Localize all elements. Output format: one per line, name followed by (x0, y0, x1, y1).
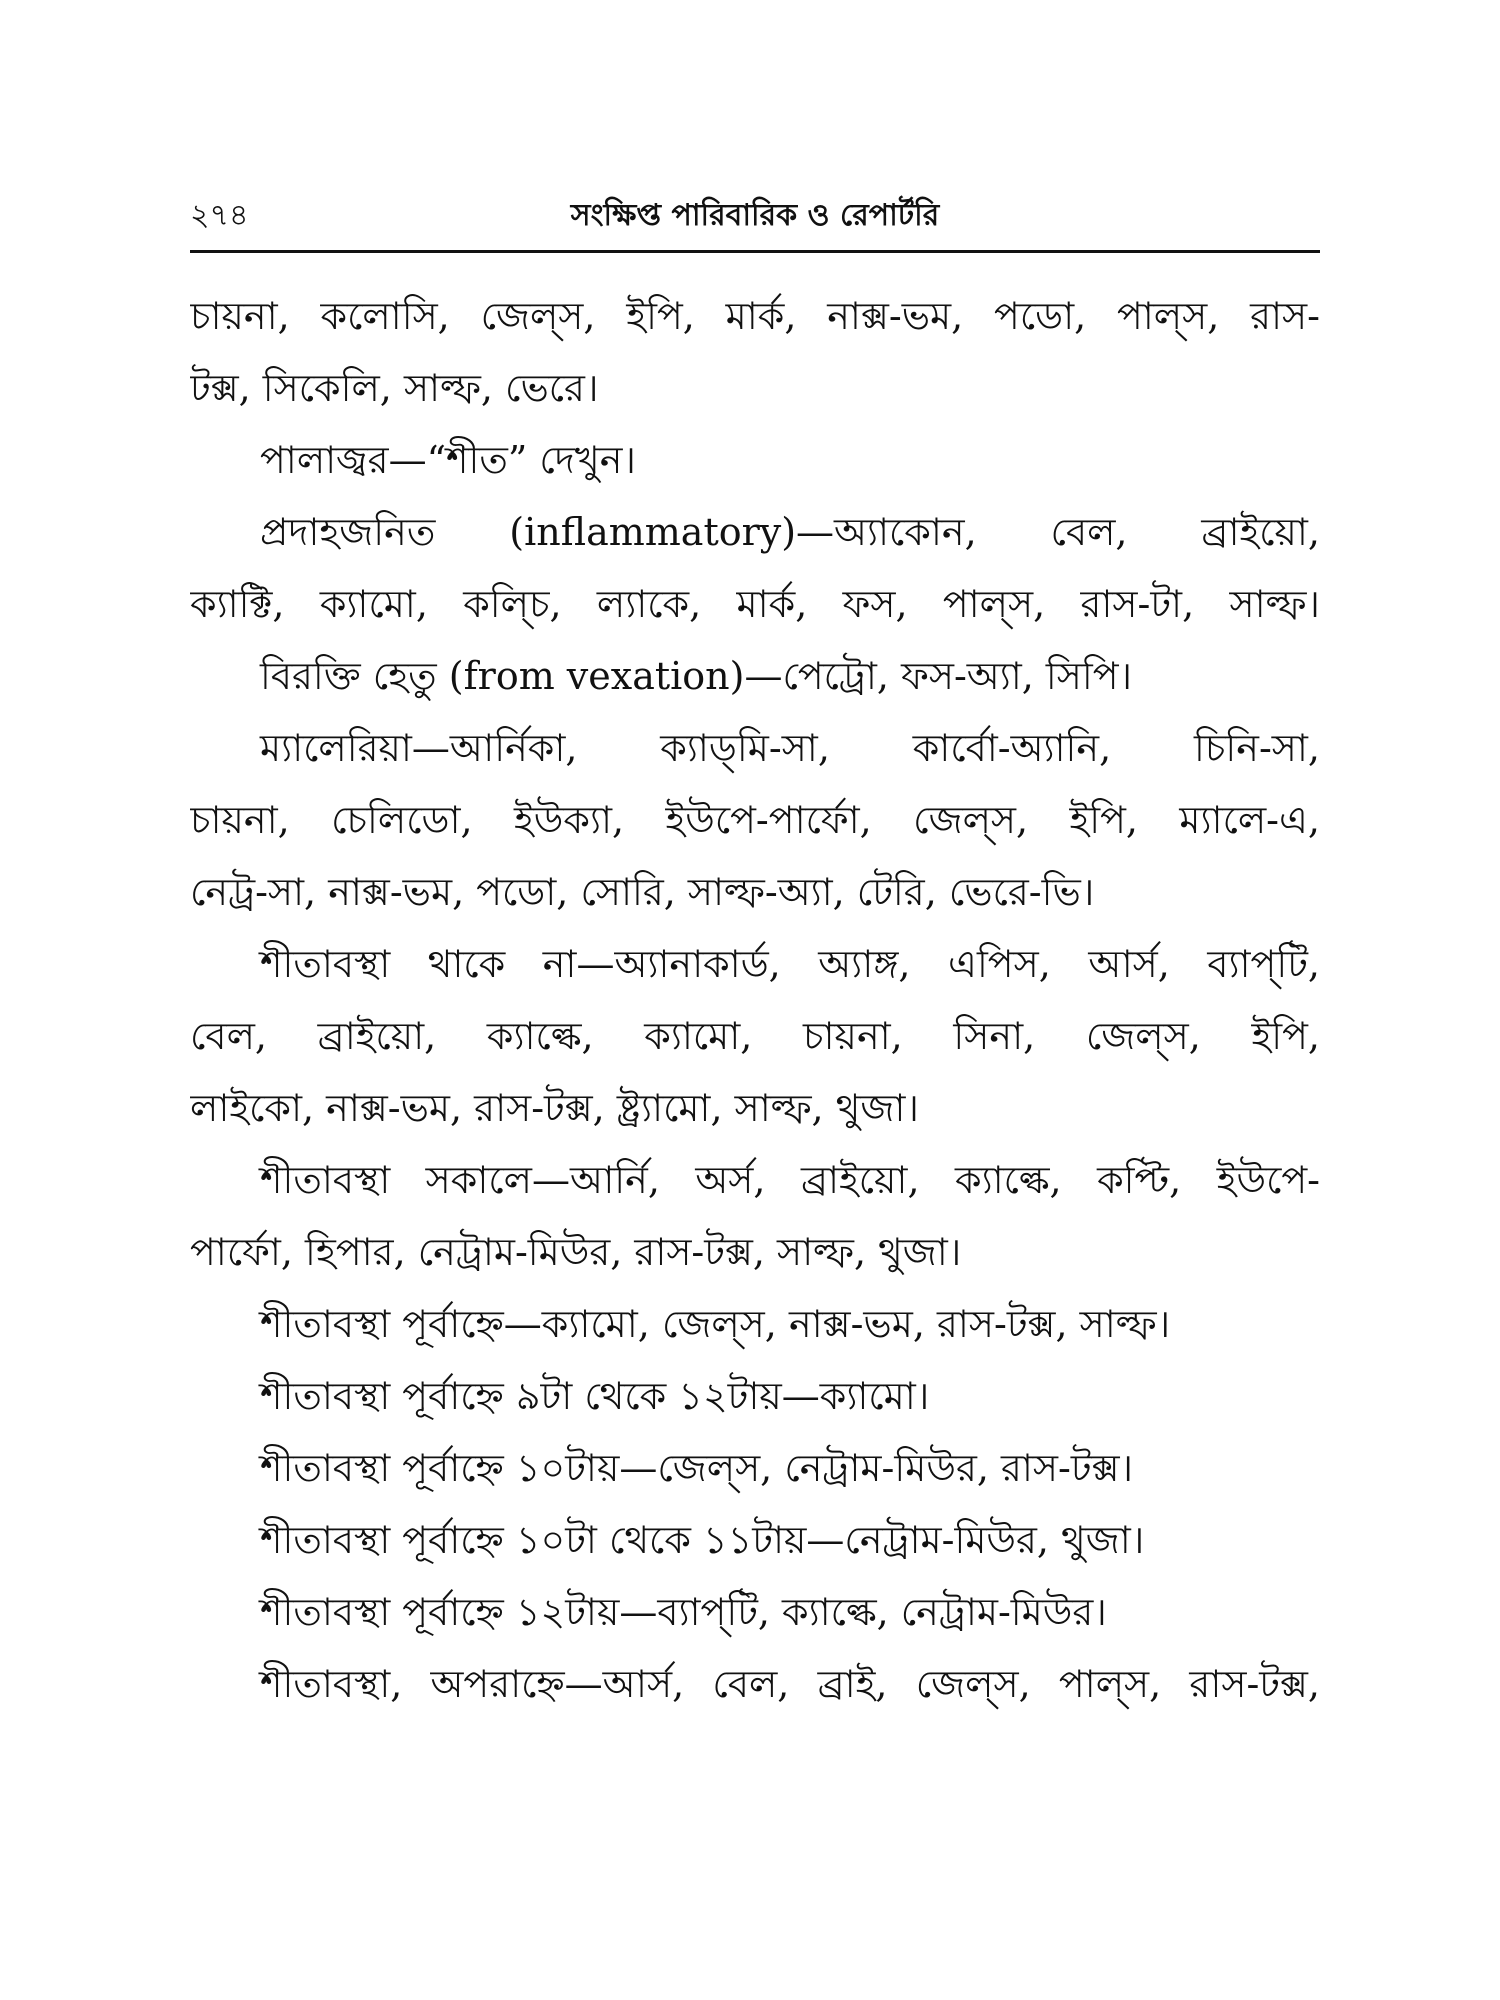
repertory-text (190, 280, 1320, 1720)
text-line: চায়না, কলোসি, জেল্‌স, ইপি, মার্ক, নাক্স-ভম, পডো, পাল্‌স, রাস- (190, 294, 1320, 338)
text-line: শীতাবস্থা পূর্বাহ্নে ১২টায়—ব্যাপ্‌টি, ক্যাল্কে, নেট্রাম-মিউর। (260, 1590, 1107, 1634)
text-line: শীতাবস্থা পূর্বাহ্নে ৯টা থেকে ১২টায়—ক্যামো। (260, 1374, 930, 1418)
text-line: পালাজ্বর—“শীত” দেখুন। (260, 438, 636, 482)
text-line: শীতাবস্থা, অপরাহ্নে—আর্স, বেল, ব্রাই, জেল্‌স, পাল্‌স, রাস-টক্স, (260, 1662, 1320, 1706)
text-line: চায়না, চেলিডো, ইউক্যা, ইউপে-পার্ফো, জেল্‌স, ইপি, ম্যালে-এ, (190, 798, 1320, 842)
text-line: নেট্র-সা, নাক্স-ভম, পডো, সোরি, সাল্ফ-অ্যা, টেরি, ভেরে-ভি। (190, 870, 1095, 914)
text-line: ক্যাক্টি, ক্যামো, কল্চি, ল্যাকে, মার্ক, ফস, পাল্‌স, রাস-টা, সাল্ফ। (190, 582, 1320, 626)
text-line: শীতাবস্থা পূর্বাহ্নে—ক্যামো, জেল্‌স, নাক্স-ভম, রাস-টক্স, সাল্ফ। (260, 1302, 1171, 1346)
text-line: শীতাবস্থা সকালে—আর্নি, অর্স, ব্রাইয়ো, ক্যাল্কে, কপ্টি, ইউপে- (260, 1158, 1320, 1202)
text-line: পার্ফো, হিপার, নেট্রাম-মিউর, রাস-টক্স, সাল্ফ, থুজা। (190, 1230, 962, 1274)
text-line: লাইকো, নাক্স-ভম, রাস-টক্স, ষ্ট্র্যামো, সাল্ফ, থুজা। (190, 1086, 919, 1130)
text-line: বিরক্তি হেতু (from vexation)—পেট্রো, ফস-অ্যা, সিপি। (260, 654, 1133, 698)
text-line: ম্যালেরিয়া—আর্নিকা, ক্যাড্‌মি-সা, কার্বো-অ্যানি, চিনি-সা, (260, 726, 1320, 770)
page-header (190, 196, 1320, 253)
text-line: শীতাবস্থা থাকে না—অ্যানাকার্ড, অ্যাঙ্গ, এপিস, আর্স, ব্যাপ্‌টি, (260, 942, 1320, 986)
text-line: শীতাবস্থা পূর্বাহ্নে ১০টা থেকে ১১টায়—নেট্রাম-মিউর, থুজা। (260, 1518, 1145, 1562)
text-line: প্রদাহজনিত (inflammatory)—অ্যাকোন, বেল, ব্রাইয়ো, (260, 510, 1320, 554)
text-line: শীতাবস্থা পূর্বাহ্নে ১০টায়—জেল্‌স, নেট্রাম-মিউর, রাস-টক্স। (260, 1446, 1134, 1490)
text-line: বেল, ব্রাইয়ো, ক্যাল্কে, ক্যামো, চায়না, সিনা, জেল্‌স, ইপি, (190, 1014, 1320, 1058)
running-title: সংক্ষিপ্ত পারিবারিক ও রেপার্টরি (570, 198, 940, 233)
page-number: ২৭৪ (190, 198, 249, 233)
text-line: টক্স, সিকেলি, সাল্ফ, ভেরে। (190, 366, 599, 410)
